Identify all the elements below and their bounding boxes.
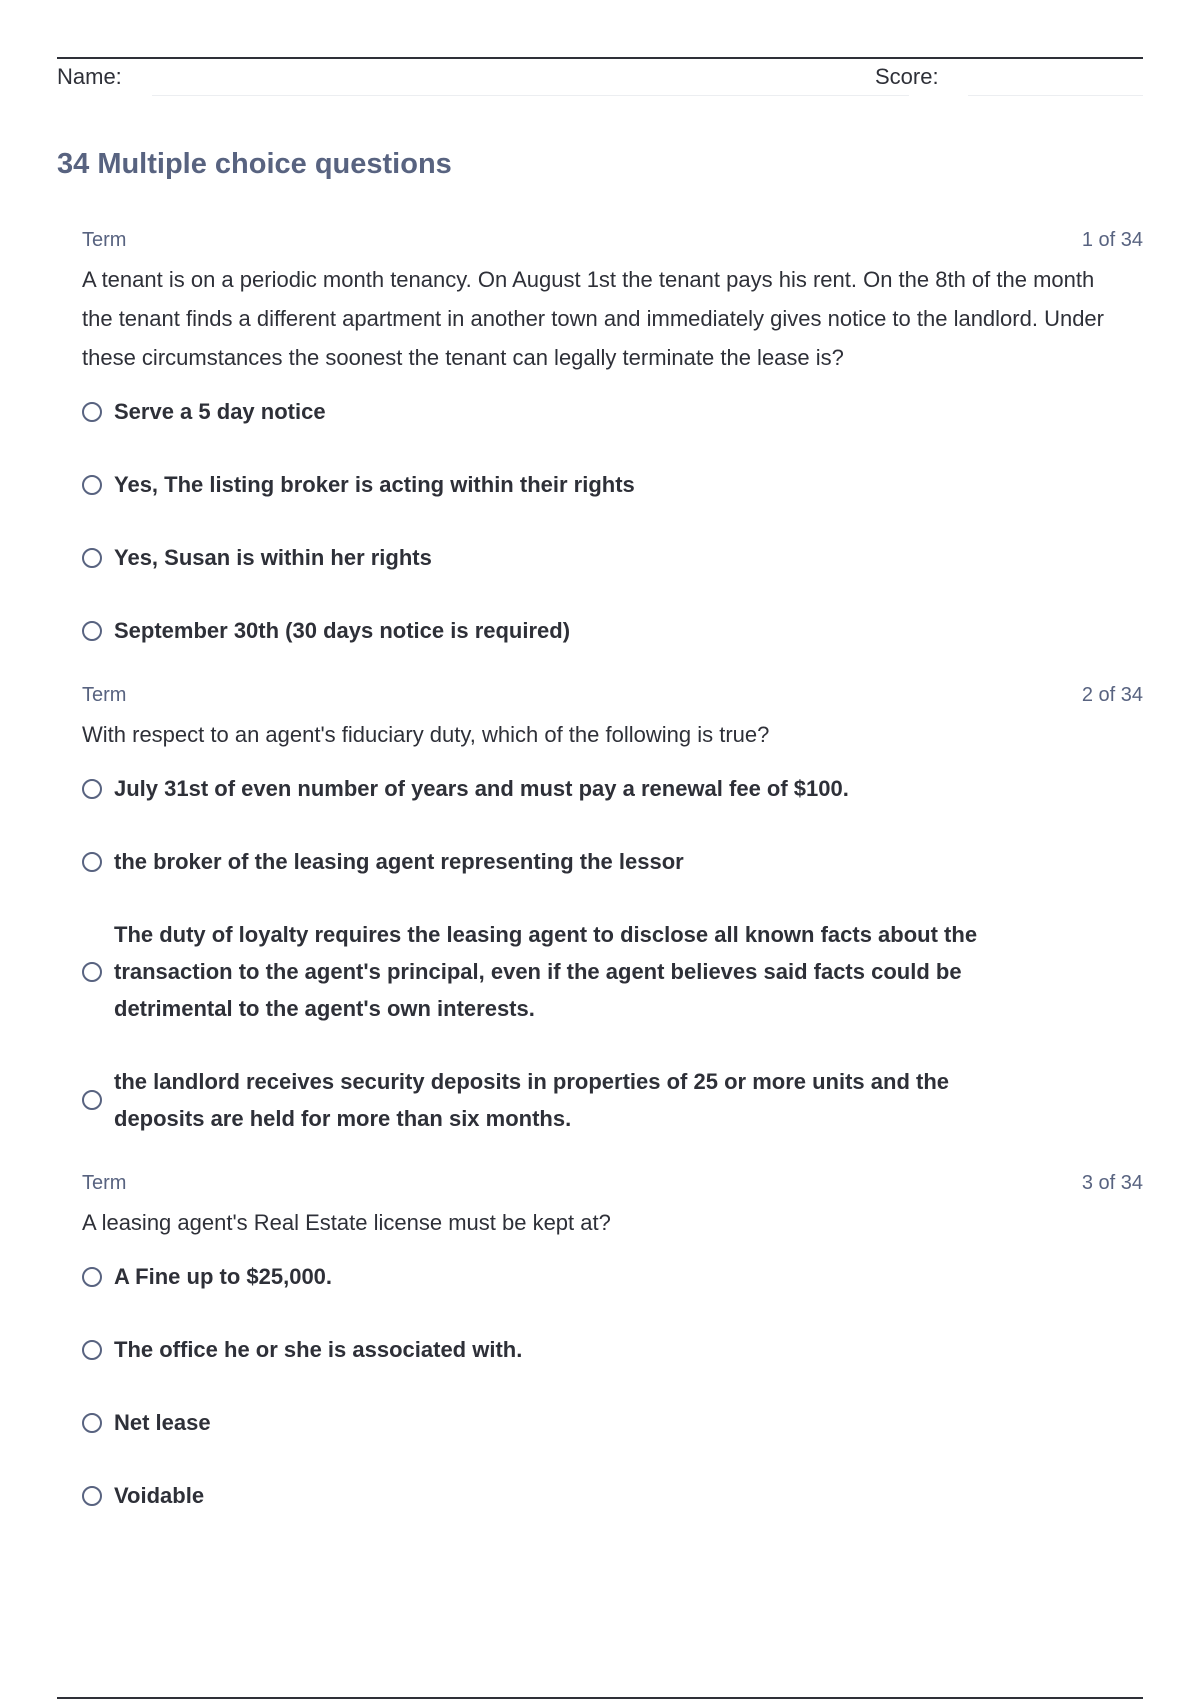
question-2 xyxy=(82,679,1143,1137)
question-1 xyxy=(82,224,1143,649)
answer-option[interactable] xyxy=(82,770,1143,807)
radio-button-icon[interactable] xyxy=(82,1413,102,1433)
answer-option-label: September 30th (30 days notice is required) xyxy=(114,618,571,643)
answer-option-label: Yes, Susan is within her rights xyxy=(114,545,432,570)
question-term-label: Term xyxy=(82,229,127,251)
answer-option-label: the broker of the leasing agent representing the lessor xyxy=(114,849,684,874)
answer-option-label: The duty of loyalty requires the leasing agent to disclose all known facts about the transaction to the agent's principal, even if the agent believes said facts could be detrimental to the agent's own interests. xyxy=(114,922,978,1021)
answer-option-label: July 31st of even number of years and must pay a renewal fee of $100. xyxy=(114,776,849,801)
answer-option[interactable] xyxy=(82,612,1143,649)
answer-option[interactable] xyxy=(82,1258,1143,1295)
name-label: Name: xyxy=(57,64,122,89)
answer-option[interactable] xyxy=(82,1404,1143,1441)
answer-option-label: Serve a 5 day notice xyxy=(114,399,326,424)
answer-option-label: the landlord receives security deposits in properties of 25 or more units and the deposits are held for more than six months. xyxy=(114,1069,949,1131)
answer-option[interactable] xyxy=(82,843,1143,880)
top-rule xyxy=(57,57,1143,59)
question-term-label: Term xyxy=(82,684,127,706)
answer-option-label: Yes, The listing broker is acting within their rights xyxy=(114,472,635,497)
score-field[interactable] xyxy=(968,95,1143,96)
worksheet-header xyxy=(57,62,1143,98)
radio-button-icon[interactable] xyxy=(82,852,102,872)
answer-option[interactable] xyxy=(82,539,1143,576)
radio-button-icon[interactable] xyxy=(82,1267,102,1287)
question-counter: 2 of 34 xyxy=(1081,684,1143,706)
answer-options xyxy=(82,1258,1143,1514)
radio-button-icon[interactable] xyxy=(82,779,102,799)
answer-options xyxy=(82,770,1143,1137)
radio-button-icon[interactable] xyxy=(82,402,102,422)
answer-option[interactable] xyxy=(82,466,1143,503)
question-term-label: Term xyxy=(82,1172,127,1194)
question-counter: 1 of 34 xyxy=(1081,229,1143,251)
name-field[interactable] xyxy=(152,95,909,96)
radio-button-icon[interactable] xyxy=(82,1090,102,1110)
radio-button-icon[interactable] xyxy=(82,1486,102,1506)
question-text: A tenant is on a periodic month tenancy. On August 1st the tenant pays his rent. On the 8th of the month the tenant finds a different apartment in another town and immediately gives notice to the landlord. Under these circumstances the soonest the tenant can legally terminate the lease is? xyxy=(82,267,1104,370)
answer-option-label: Net lease xyxy=(114,1410,211,1435)
answer-options xyxy=(82,393,1143,649)
answer-option-label: A Fine up to $25,000. xyxy=(114,1264,333,1289)
answer-option-label: The office he or she is associated with. xyxy=(114,1337,523,1362)
page-title: 34 Multiple choice questions xyxy=(57,148,452,180)
question-text: A leasing agent's Real Estate license must be kept at? xyxy=(82,1210,611,1235)
answer-option[interactable] xyxy=(82,916,1143,1027)
answer-option[interactable] xyxy=(82,1477,1143,1514)
question-3 xyxy=(82,1167,1143,1514)
radio-button-icon[interactable] xyxy=(82,1340,102,1360)
question-counter: 3 of 34 xyxy=(1081,1172,1143,1194)
radio-button-icon[interactable] xyxy=(82,548,102,568)
question-text: With respect to an agent's fiduciary duty, which of the following is true? xyxy=(82,722,770,747)
answer-option[interactable] xyxy=(82,1331,1143,1368)
answer-option-label: Voidable xyxy=(114,1483,205,1508)
answer-option[interactable] xyxy=(82,393,1143,430)
question-list xyxy=(82,224,1143,1550)
radio-button-icon[interactable] xyxy=(82,962,102,982)
answer-option[interactable] xyxy=(82,1063,1143,1137)
radio-button-icon[interactable] xyxy=(82,621,102,641)
bottom-rule xyxy=(57,1697,1143,1699)
radio-button-icon[interactable] xyxy=(82,475,102,495)
score-label: Score: xyxy=(875,64,939,89)
